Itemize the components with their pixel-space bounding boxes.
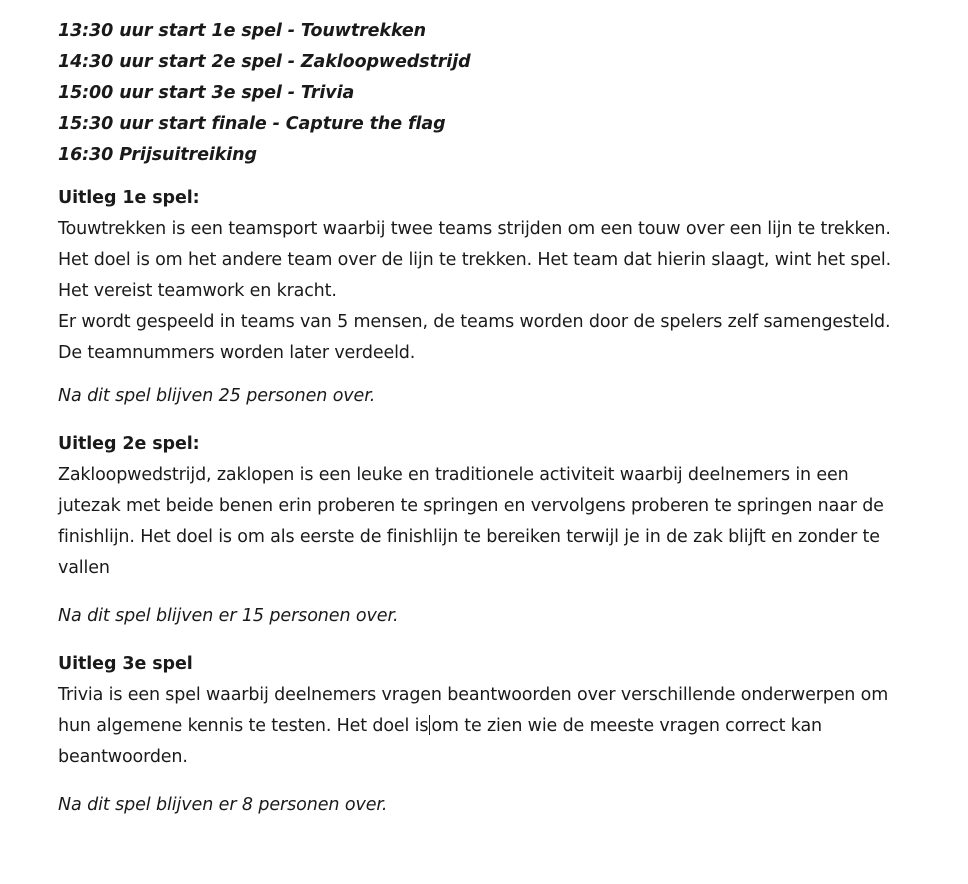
paragraph: Touwtrekken is een teamsport waarbij twee teams strijden om een touw over een lijn te trekken. Het doel is om het andere team over de lijn te trekken. Het team dat hierin slaagt, wint het spel. Het vereist teamwork en kracht. (58, 219, 892, 301)
section-heading: Uitleg 2e spel: (58, 434, 200, 454)
remaining-players-note: Na dit spel blijven er 8 personen over. (58, 795, 388, 815)
section-game-3 (58, 649, 958, 821)
schedule-line: 15:00 uur start 3e spel - Trivia (58, 83, 355, 103)
remaining-players-note: Na dit spel blijven er 15 personen over. (58, 606, 399, 626)
paragraph: Zakloopwedstrijd, zaklopen is een leuke en traditionele activiteit waarbij deelnemers in een jutezak met beide benen erin proberen te springen en vervolgens proberen te springen naar de finishlijn. Het doel is om als eerste de finishlijn te bereiken terwijl je in de zak blijft en zonder te vallen (58, 465, 884, 578)
schedule-list (58, 16, 958, 171)
document-page[interactable] (58, 16, 958, 821)
schedule-line: 14:30 uur start 2e spel - Zakloopwedstrijd (58, 52, 471, 72)
section-game-2 (58, 429, 958, 632)
schedule-line: 16:30 Prijsuitreiking (58, 145, 257, 165)
section-heading: Uitleg 3e spel (58, 654, 193, 674)
paragraph: Er wordt gespeeld in teams van 5 mensen, de teams worden door de spelers zelf samengesteld. De teamnummers worden later verdeeld. (58, 312, 891, 363)
schedule-line: 13:30 uur start 1e spel - Touwtrekken (58, 21, 426, 41)
paragraph (58, 680, 898, 773)
remaining-players-note: Na dit spel blijven 25 personen over. (58, 386, 376, 406)
schedule-line: 15:30 uur start finale - Capture the flag (58, 114, 446, 134)
paragraph-text: om te zien wie de meeste vragen correct kan beantwoorden. (58, 716, 823, 767)
section-game-1 (58, 183, 958, 412)
paragraph-text: Trivia is een spel waarbij deelnemers vragen beantwoorden over verschillende onderwerpen om hun algemene kennis te testen. Het doel is (58, 685, 889, 736)
section-heading: Uitleg 1e spel: (58, 188, 200, 208)
